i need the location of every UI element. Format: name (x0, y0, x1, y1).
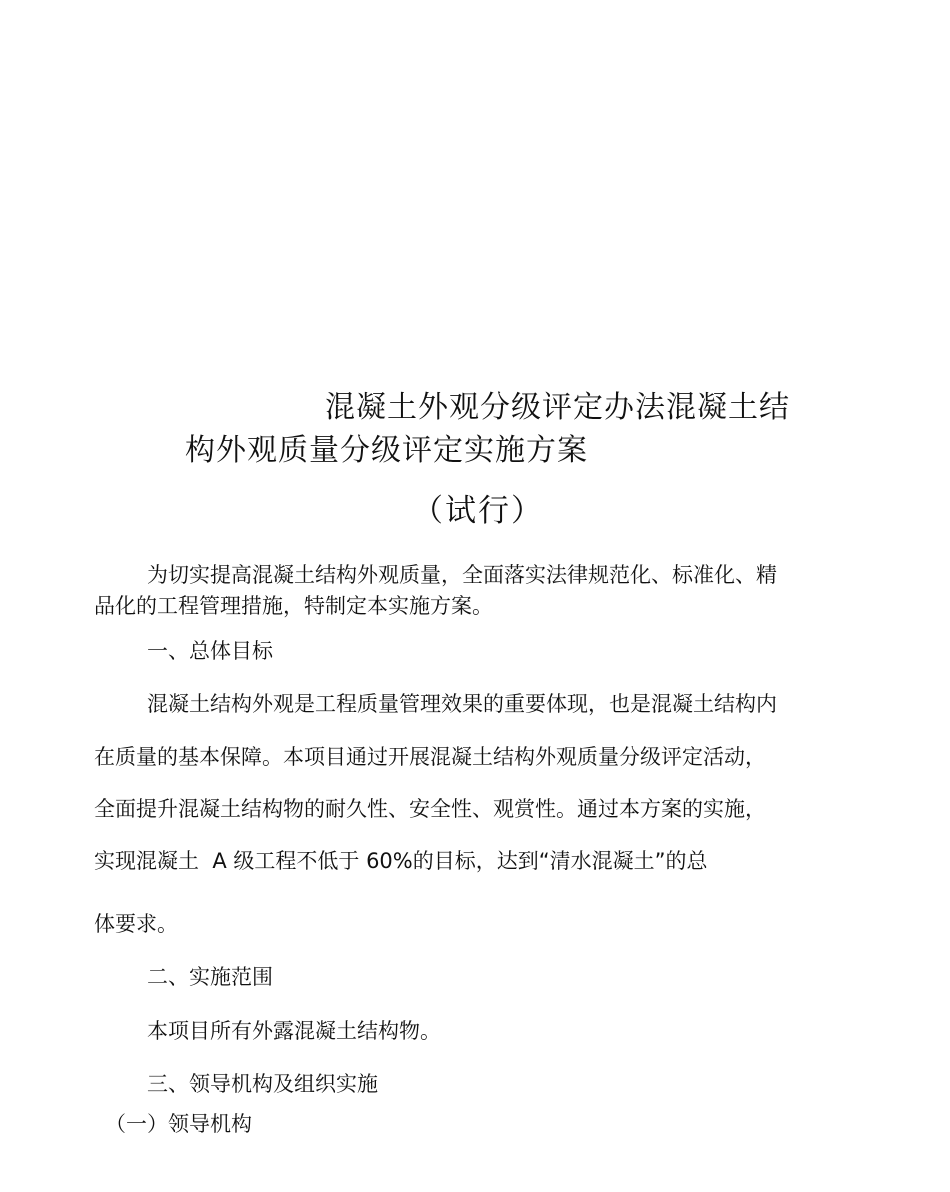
document-title-line-1: 混凝土外观分级评定办法混凝土结 (325, 390, 790, 425)
section-3-heading: 三、领导机构及组织实施 (147, 1072, 378, 1096)
document-title-line-2: 构外观质量分级评定实施方案 (185, 433, 588, 468)
document-subtitle: （试行） (412, 493, 544, 529)
section-1-heading: 一、总体目标 (147, 639, 273, 663)
section-1-body-line: 混凝土结构外观是工程质量管理效果的重要体现，也是混凝土结构内 (147, 692, 777, 716)
section-1-body-line: 在质量的基本保障。本项目通过开展混凝土结构外观质量分级评定活动， (94, 745, 766, 769)
intro-paragraph-line-1: 为切实提高混凝土结构外观质量，全面落实法律规范化、标准化、精 (147, 563, 777, 587)
section-2-body: 本项目所有外露混凝土结构物。 (147, 1019, 441, 1043)
section-3-subheading: （一）领导机构 (105, 1112, 252, 1136)
section-1-body-line: 全面提升混凝土结构物的耐久性、安全性、观赏性。通过本方案的实施， (94, 797, 766, 821)
section-1-body-line: 实现混凝土 A 级工程不低于 60%的目标，达到“清水混凝土”的总 (94, 849, 708, 873)
intro-paragraph-line-2: 品化的工程管理措施，特制定本实施方案。 (94, 594, 493, 618)
section-1-body-line: 体要求。 (94, 912, 178, 936)
section-2-heading: 二、实施范围 (147, 965, 273, 989)
